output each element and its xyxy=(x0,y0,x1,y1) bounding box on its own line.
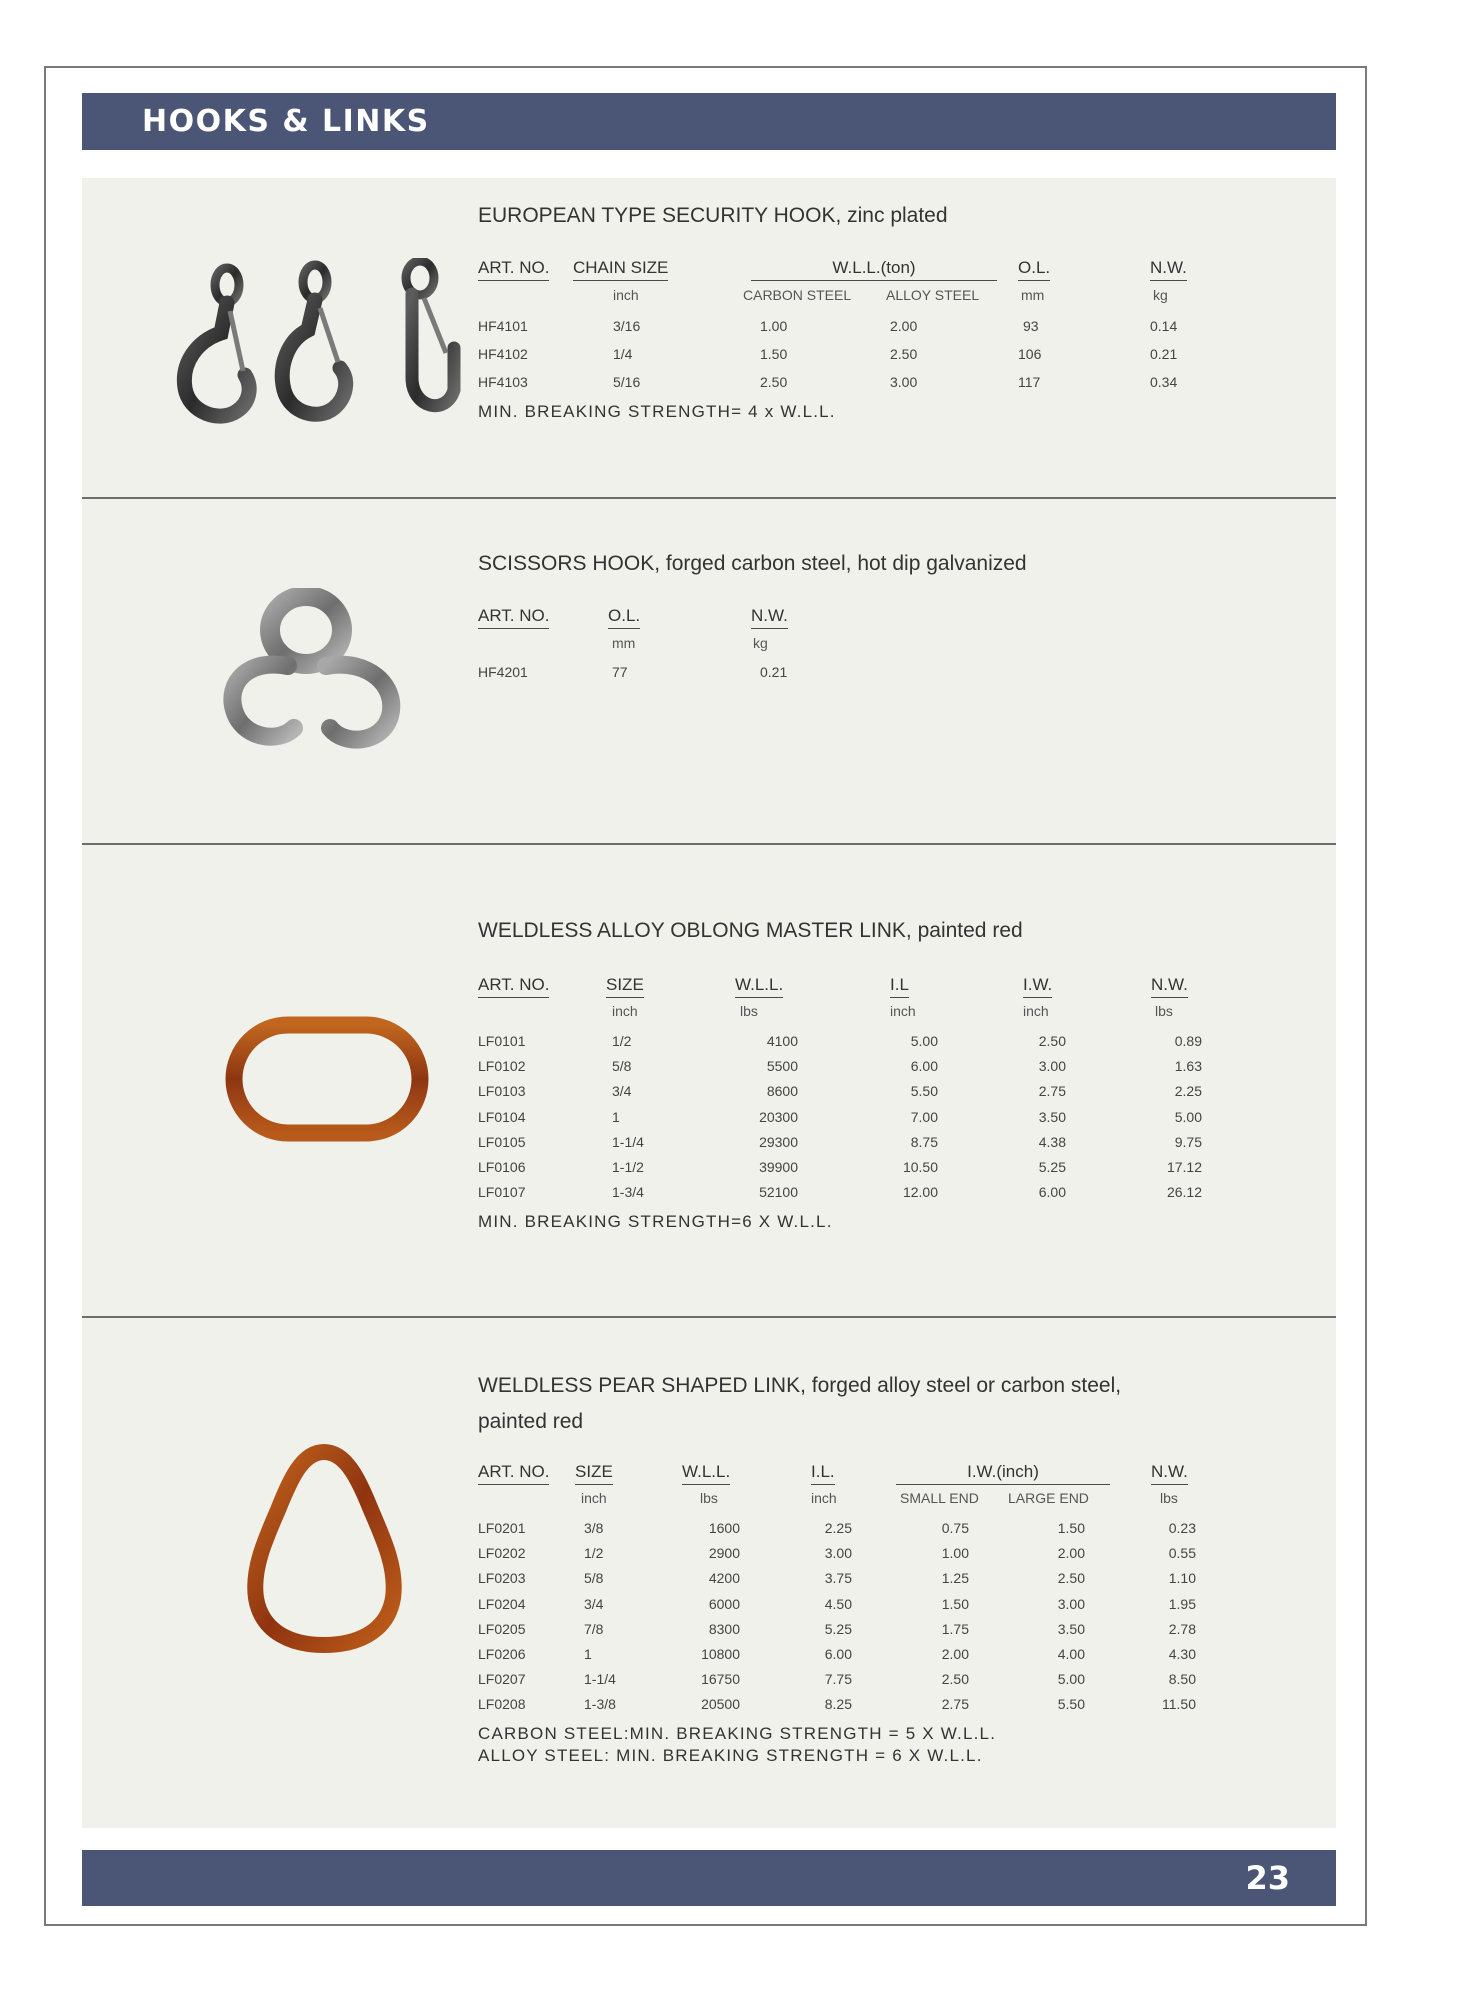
cell-size: 1 xyxy=(584,1646,592,1662)
footer-bar xyxy=(82,1850,1336,1906)
spec-table xyxy=(478,975,1218,1245)
cell-il: 8.75 xyxy=(910,1133,938,1150)
cell-wll: 6000 xyxy=(708,1595,740,1612)
cell-wll: 52100 xyxy=(759,1184,798,1201)
cell-iw: 5.25 xyxy=(1038,1159,1066,1175)
unit-alloy-steel: ALLOY STEEL xyxy=(886,287,980,303)
cell-nw: 0.55 xyxy=(1168,1545,1196,1562)
col-header-art-no: ART. NO. xyxy=(478,975,549,998)
cell-nw: 0.21 xyxy=(1150,346,1178,362)
pear-shaped-link-spec xyxy=(478,1368,1218,1765)
cell-large-end: 4.00 xyxy=(1057,1646,1085,1662)
section-divider xyxy=(82,1316,1336,1318)
cell-large-end: 5.50 xyxy=(1057,1696,1085,1713)
cell-size: 1-1/4 xyxy=(612,1133,644,1150)
unit-chain-size: inch xyxy=(613,287,639,303)
cell-il: 5.50 xyxy=(910,1083,938,1100)
section-divider xyxy=(82,843,1336,845)
scissors-hook-spec xyxy=(478,546,1218,696)
page-title: HOOKS & LINKS xyxy=(142,104,430,139)
cell-small-end: 1.75 xyxy=(941,1620,969,1637)
cell-large-end: 1.50 xyxy=(1057,1520,1085,1536)
cell-small-end: 2.50 xyxy=(941,1671,969,1688)
cell-il: 6.00 xyxy=(910,1058,938,1075)
cell-nw: 0.14 xyxy=(1150,318,1178,334)
cell-chain-size: 3/16 xyxy=(613,318,641,334)
cell-iw: 3.50 xyxy=(1038,1108,1066,1125)
cell-large-end: 3.50 xyxy=(1057,1620,1085,1637)
cell-art-no: HF4102 xyxy=(478,346,528,362)
cell-size: 1 xyxy=(612,1108,620,1125)
header-bar xyxy=(82,93,1336,150)
cell-nw: 0.23 xyxy=(1168,1520,1196,1536)
col-header-wll: W.L.L. xyxy=(682,1462,730,1485)
cell-carbon: 1.00 xyxy=(760,318,788,334)
unit-wll: lbs xyxy=(740,1003,758,1019)
cell-art-no: HF4201 xyxy=(478,664,528,680)
cell-alloy: 2.50 xyxy=(890,346,918,362)
cell-large-end: 2.00 xyxy=(1057,1545,1085,1562)
cell-wll: 39900 xyxy=(759,1159,798,1175)
cell-art-no: HF4103 xyxy=(478,374,528,390)
cell-il: 3.00 xyxy=(824,1545,852,1562)
cell-alloy: 3.00 xyxy=(890,374,918,390)
cell-carbon: 1.50 xyxy=(760,346,788,362)
cell-large-end: 5.00 xyxy=(1057,1671,1085,1688)
section-title: SCISSORS HOOK, forged carbon steel, hot dip galvanized xyxy=(478,552,1027,575)
unit-small-end: SMALL END xyxy=(900,1490,979,1506)
cell-large-end: 3.00 xyxy=(1057,1595,1085,1612)
cell-il: 3.75 xyxy=(824,1570,852,1587)
cell-nw: 1.95 xyxy=(1168,1595,1196,1612)
cell-small-end: 2.75 xyxy=(941,1696,969,1713)
cell-art-no: LF0207 xyxy=(478,1671,526,1688)
cell-wll: 5500 xyxy=(766,1058,798,1075)
col-header-nw: N.W. xyxy=(1151,975,1188,998)
col-header-size: SIZE xyxy=(606,975,644,998)
cell-il: 5.00 xyxy=(910,1033,938,1049)
unit-iw: inch xyxy=(1023,1003,1049,1019)
cell-art-no: LF0202 xyxy=(478,1545,526,1562)
col-header-nw: N.W. xyxy=(1151,1462,1188,1485)
cell-alloy: 2.00 xyxy=(890,318,918,334)
cell-size: 1/2 xyxy=(612,1033,632,1049)
cell-chain-size: 5/16 xyxy=(613,374,641,390)
cell-size: 1-3/4 xyxy=(612,1184,644,1201)
cell-art-no: LF0101 xyxy=(478,1033,526,1049)
section-title: WELDLESS PEAR SHAPED LINK, forged alloy steel or carbon steel, xyxy=(478,1374,1122,1397)
col-header-nw: N.W. xyxy=(751,606,788,629)
col-header-ol: O.L. xyxy=(608,606,640,629)
section-title: WELDLESS ALLOY OBLONG MASTER LINK, painted red xyxy=(478,919,1023,942)
cell-ol: 93 xyxy=(1023,318,1039,334)
cell-nw: 0.89 xyxy=(1174,1033,1202,1049)
oblong-master-link-image xyxy=(222,1013,432,1148)
cell-wll: 2900 xyxy=(708,1545,740,1562)
cell-art-no: LF0204 xyxy=(478,1595,526,1612)
spec-table xyxy=(478,1462,1218,1765)
cell-wll: 29300 xyxy=(759,1133,798,1150)
cell-size: 7/8 xyxy=(584,1620,604,1637)
cell-nw: 1.63 xyxy=(1174,1058,1202,1075)
cell-wll: 4100 xyxy=(766,1033,798,1049)
cell-nw: 0.34 xyxy=(1150,374,1178,390)
section-divider xyxy=(82,497,1336,499)
alloy-steel-note: ALLOY STEEL: MIN. BREAKING STRENGTH = 6 X W.L.L. xyxy=(478,1746,983,1765)
cell-size: 1-3/8 xyxy=(584,1696,616,1713)
cell-art-no: LF0102 xyxy=(478,1058,526,1075)
cell-nw: 5.00 xyxy=(1174,1108,1202,1125)
cell-iw: 6.00 xyxy=(1038,1184,1066,1201)
unit-ol: mm xyxy=(1021,287,1045,303)
cell-il: 8.25 xyxy=(824,1696,852,1713)
cell-ol: 117 xyxy=(1018,374,1041,390)
cell-nw: 26.12 xyxy=(1166,1184,1202,1201)
unit-nw: lbs xyxy=(1160,1490,1178,1506)
pear-shaped-link-image xyxy=(242,1440,407,1655)
unit-size: inch xyxy=(581,1490,607,1506)
oblong-master-link-spec xyxy=(478,913,1218,1245)
cell-small-end: 1.00 xyxy=(941,1545,969,1562)
cell-iw: 3.00 xyxy=(1038,1058,1066,1075)
scissors-hook-image xyxy=(218,588,408,758)
security-hook-spec xyxy=(478,198,1218,438)
cell-il: 10.50 xyxy=(902,1159,938,1175)
cell-size: 5/8 xyxy=(584,1570,604,1587)
carbon-steel-note: CARBON STEEL:MIN. BREAKING STRENGTH = 5 X W.L.L. xyxy=(478,1724,997,1743)
cell-large-end: 2.50 xyxy=(1057,1570,1085,1587)
breaking-strength-note: MIN. BREAKING STRENGTH= 4 x W.L.L. xyxy=(478,402,836,421)
cell-wll: 8600 xyxy=(766,1083,798,1100)
cell-nw: 2.78 xyxy=(1168,1620,1196,1637)
cell-wll: 20300 xyxy=(759,1108,798,1125)
unit-il: inch xyxy=(811,1490,837,1506)
cell-size: 3/4 xyxy=(612,1083,632,1100)
cell-art-no: LF0205 xyxy=(478,1620,526,1637)
cell-art-no: LF0103 xyxy=(478,1083,526,1100)
cell-art-no: LF0206 xyxy=(478,1646,526,1662)
cell-wll: 16750 xyxy=(701,1671,740,1688)
col-header-il: I.L xyxy=(890,975,909,998)
col-header-art-no: ART. NO. xyxy=(478,606,549,629)
security-hook-image xyxy=(170,258,490,428)
unit-carbon-steel: CARBON STEEL xyxy=(743,287,852,303)
col-header-size: SIZE xyxy=(575,1462,613,1485)
cell-il: 12.00 xyxy=(902,1184,938,1201)
cell-nw: 17.12 xyxy=(1166,1159,1202,1175)
cell-iw: 2.75 xyxy=(1038,1083,1066,1100)
unit-nw: lbs xyxy=(1155,1003,1173,1019)
cell-art-no: LF0104 xyxy=(478,1108,526,1125)
cell-size: 1/2 xyxy=(584,1545,604,1562)
col-header-art-no: ART. NO. xyxy=(478,1462,549,1485)
col-header-chain-size: CHAIN SIZE xyxy=(573,258,668,281)
spec-table xyxy=(478,606,1218,696)
col-header-wll: W.L.L. xyxy=(735,975,783,998)
page-number: 23 xyxy=(1245,1859,1290,1897)
cell-art-no: LF0107 xyxy=(478,1184,526,1201)
cell-il: 7.75 xyxy=(824,1671,852,1688)
cell-art-no: HF4101 xyxy=(478,318,528,334)
cell-il: 6.00 xyxy=(824,1646,852,1662)
cell-il: 5.25 xyxy=(824,1620,852,1637)
cell-small-end: 2.00 xyxy=(941,1646,969,1662)
cell-il: 2.25 xyxy=(824,1520,852,1536)
cell-nw: 1.10 xyxy=(1168,1570,1196,1587)
cell-wll: 1600 xyxy=(708,1520,740,1536)
cell-art-no: LF0208 xyxy=(478,1696,526,1713)
cell-wll: 10800 xyxy=(701,1646,740,1662)
cell-size: 3/4 xyxy=(584,1595,604,1612)
cell-wll: 20500 xyxy=(701,1696,740,1713)
cell-nw: 2.25 xyxy=(1174,1083,1202,1100)
cell-ol: 106 xyxy=(1018,346,1042,362)
cell-nw: 11.50 xyxy=(1162,1696,1196,1713)
cell-il: 4.50 xyxy=(824,1595,852,1612)
unit-nw: kg xyxy=(1153,287,1168,303)
cell-size: 3/8 xyxy=(584,1520,604,1536)
cell-small-end: 1.50 xyxy=(941,1595,969,1612)
cell-size: 1-1/2 xyxy=(612,1159,644,1175)
cell-iw: 2.50 xyxy=(1038,1033,1066,1049)
col-header-iw: I.W. xyxy=(1023,975,1052,998)
col-header-wll: W.L.L.(ton) xyxy=(751,258,997,281)
col-header-ol: O.L. xyxy=(1018,258,1050,281)
cell-nw: 4.30 xyxy=(1168,1646,1196,1662)
cell-nw: 0.21 xyxy=(760,664,788,680)
unit-il: inch xyxy=(890,1003,916,1019)
col-header-il: I.L. xyxy=(811,1462,835,1485)
unit-wll: lbs xyxy=(700,1490,718,1506)
cell-art-no: LF0203 xyxy=(478,1570,526,1587)
cell-nw: 8.50 xyxy=(1168,1671,1196,1688)
cell-iw: 4.38 xyxy=(1038,1133,1066,1150)
cell-art-no: LF0105 xyxy=(478,1133,526,1150)
cell-art-no: LF0201 xyxy=(478,1520,526,1536)
breaking-strength-note: MIN. BREAKING STRENGTH=6 X W.L.L. xyxy=(478,1212,833,1231)
cell-carbon: 2.50 xyxy=(760,374,788,390)
unit-nw: kg xyxy=(753,635,768,651)
cell-small-end: 0.75 xyxy=(941,1520,969,1536)
unit-large-end: LARGE END xyxy=(1008,1490,1089,1506)
cell-nw: 9.75 xyxy=(1174,1133,1202,1150)
cell-wll: 4200 xyxy=(708,1570,740,1587)
col-header-nw: N.W. xyxy=(1150,258,1187,281)
cell-wll: 8300 xyxy=(708,1620,740,1637)
cell-size: 5/8 xyxy=(612,1058,632,1075)
col-header-art-no: ART. NO. xyxy=(478,258,549,281)
unit-ol: mm xyxy=(612,635,636,651)
cell-art-no: LF0106 xyxy=(478,1159,526,1175)
spec-table xyxy=(478,258,1218,438)
cell-small-end: 1.25 xyxy=(941,1570,969,1587)
section-title: EUROPEAN TYPE SECURITY HOOK, zinc plated xyxy=(478,204,948,227)
section-title-continued: painted red xyxy=(478,1410,584,1433)
col-header-iw: I.W.(inch) xyxy=(896,1462,1110,1485)
cell-il: 7.00 xyxy=(910,1108,938,1125)
cell-ol: 77 xyxy=(612,664,628,680)
cell-chain-size: 1/4 xyxy=(613,346,633,362)
unit-size: inch xyxy=(612,1003,638,1019)
cell-size: 1-1/4 xyxy=(584,1671,616,1688)
